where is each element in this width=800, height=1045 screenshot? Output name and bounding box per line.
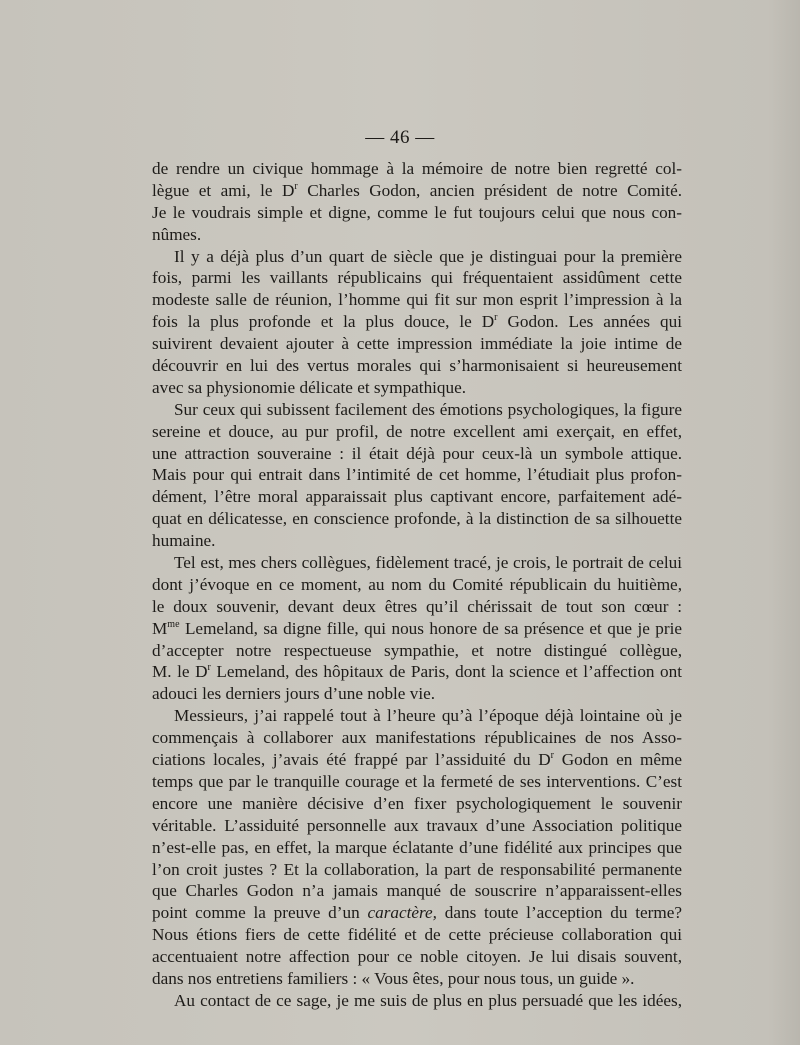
text-line: une attraction souveraine : il était déjà pour ceux-là un symbole attique. (152, 443, 682, 463)
text-line: adouci les derniers jours d’une noble vie. (152, 684, 436, 704)
text-line: Mais pour qui entrait dans l’intimité de cet homme, l’étudiait plus profon- (152, 465, 682, 485)
text-line: fois, parmi les vaillants républicains qui fréquentaient assidûment cette (152, 268, 682, 288)
text-line: le doux souvenir, devant deux êtres qu’il chérissait de tout son cœur : (152, 596, 682, 616)
superscript: r (294, 180, 298, 192)
text-line: n’est-elle pas, en effet, la marque éclatante d’une fidélité aux principes que (152, 837, 682, 857)
text-line: avec sa physionomie délicate et sympathique. (152, 377, 467, 397)
text-line: Nous étions fiers de cette fidélité et de cette précieuse collaboration qui (152, 925, 682, 945)
text-line: ciations locales, j’avais été frappé par l’assiduité du $D^r$ Godon en même (152, 750, 683, 770)
text-line: point comme la preuve d’un caractère, dans toute l’acception du terme? (152, 903, 683, 923)
text-line: accentuaient notre affection pour ce noble citoyen. Je lui disais souvent, (152, 947, 682, 967)
text-line: dément, l’être moral apparaissait plus captivant encore, parfaitement adé- (152, 487, 682, 507)
superscript: r (494, 312, 498, 324)
text-line: sereine et douce, au pur profil, de notre excellent ami exerçait, en effet, (152, 421, 682, 441)
superscript: r (550, 750, 555, 762)
text-line: commençais à collaborer aux manifestations républicaines de nos Asso- (152, 728, 682, 748)
text-line: M. le $D^r$ Lemeland, des hôpitaux de Paris, dont la science et l’affection ont (152, 662, 683, 682)
text-line: que Charles Godon n’a jamais manqué de souscrire n’apparaissent-elles (152, 881, 682, 901)
text-line: nûmes. (152, 224, 202, 244)
text-line: dont j’évoque en ce moment, au nom du Comité républicain du huitième, (152, 574, 682, 594)
text-line: lègue et ami, le $D^r$ Charles Godon, ancien président de notre Comité. (152, 180, 682, 200)
text-line: $M^{me}$ Lemeland, sa digne fille, qui nous honore de sa présence et que je prie (152, 618, 682, 638)
text-line: quat en délicatesse, en conscience profonde, à la distinction de sa silhouette (152, 509, 682, 529)
text-line: suivirent devaient ajouter à cette impression immédiate la joie intime de (152, 334, 682, 354)
text-line: fois la plus profonde et la plus douce, le $D^r$ Godon. Les années qui (152, 312, 682, 332)
text-line: dans nos entretiens familiers : « Vous êtes, pour nous tous, un guide ». (152, 968, 635, 988)
text-line: Tel est, mes chers collègues, fidèlement tracé, je crois, le portrait de celui (174, 553, 682, 573)
superscript: r (207, 662, 211, 674)
text-line: véritable. L’assiduité personnelle aux travaux d’une Association politique (152, 815, 682, 835)
text-line: Sur ceux qui subissent facilement des émotions psychologiques, la figure (174, 399, 682, 419)
italic-word: caractère, (367, 903, 437, 923)
text-line: Il y a déjà plus d’un quart de siècle que je distinguai pour la première (174, 246, 682, 266)
text-line: découvrir en lui des vertus morales qui s’harmonisaient si heureusement (152, 356, 682, 376)
text-line: modeste salle de réunion, l’homme qui fit sur mon esprit l’impression à la (152, 290, 682, 310)
text-line: temps que par le tranquille courage et la fermeté de ses interventions. C’est (152, 771, 682, 791)
text-line: de rendre un civique hommage à la mémoire de notre bien regretté col- (152, 159, 682, 178)
text-line: Messieurs, j’ai rappelé tout à l’heure qu’à l’époque déjà lointaine où je (174, 706, 682, 726)
text-line: Je le voudrais simple et digne, comme le fut toujours celui que nous con- (152, 202, 682, 222)
text-line: Au contact de ce sage, je me suis de plus en plus persuadé que les idées, (174, 990, 682, 1010)
text-line: l’on croit justes ? Et la collaboration, la part de responsabilité permanente (152, 859, 682, 879)
superscript: me (167, 618, 180, 630)
text-line: humaine. (152, 531, 216, 551)
page-number: — 46 — (365, 127, 435, 148)
text-line: encore une manière décisive d’en fixer psychologiquement le souvenir (152, 793, 682, 813)
text-line: d’accepter notre respectueuse sympathie, et notre distingué collègue, (152, 640, 682, 660)
body-text (152, 158, 682, 1012)
